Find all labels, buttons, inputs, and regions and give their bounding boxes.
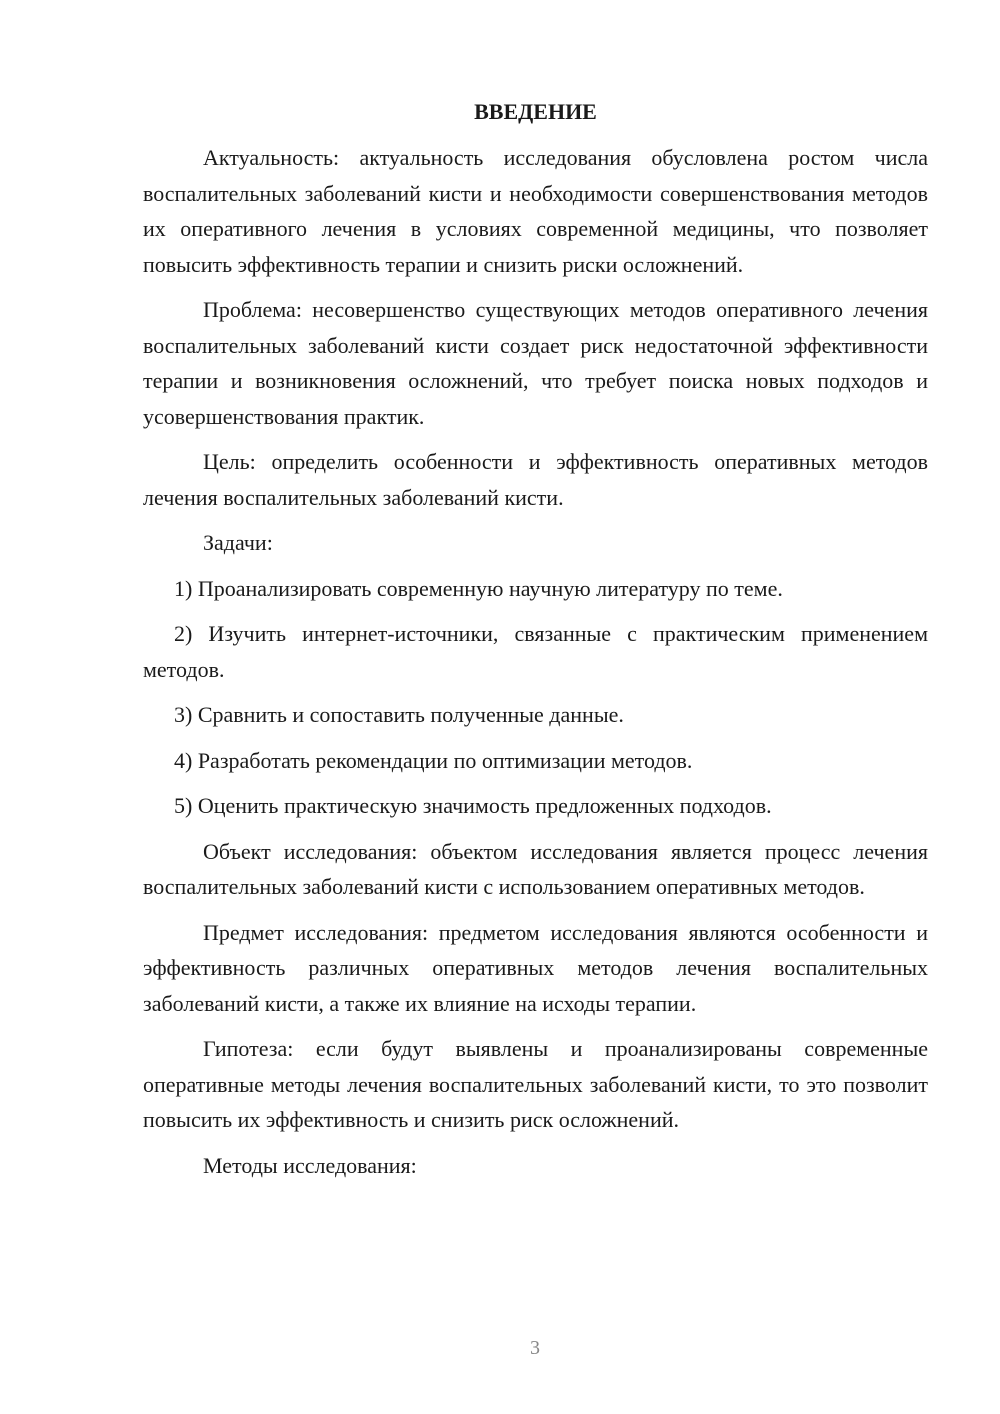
task-item-3: 3) Сравнить и сопоставить полученные данные.	[174, 702, 624, 727]
task-item-5: 5) Оценить практическую значимость предложенных подходов.	[174, 793, 772, 818]
object-paragraph: Объект исследования: объектом исследования является процесс лечения воспалительных заболеваний кисти с использованием оперативных методов.	[143, 838, 928, 899]
goal-paragraph: Цель: определить особенности и эффективность оперативных методов лечения воспалительных заболеваний кисти.	[143, 449, 928, 510]
task-item-2: 2) Изучить интернет-источники, связанные с практическим применением методов.	[143, 621, 928, 682]
task-item-1: 1) Проанализировать современную научную литературу по теме.	[174, 575, 783, 601]
document-body	[143, 94, 928, 1193]
problem-paragraph: Проблема: несовершенство существующих методов оперативного лечения воспалительных заболеваний кисти создает риск недостаточной эффективности терапии и возникновения осложнений, что требует поиска новых подходов и усовершенствования практик.	[143, 297, 928, 429]
section-heading: ВВЕДЕНИЕ	[474, 99, 597, 124]
relevance-paragraph: Актуальность: актуальность исследования обусловлена ростом числа воспалительных заболеваний кисти и необходимости совершенствования методов их оперативного лечения в условиях современной медицины, что позволяет повысить эффективность терапии и снизить риски осложнений.	[143, 145, 928, 277]
task-item-4: 4) Разработать рекомендации по оптимизации методов.	[174, 747, 693, 773]
hypothesis-paragraph: Гипотеза: если будут выявлены и проанализированы современные оперативные методы лечения воспалительных заболеваний кисти, то это позволит повысить их эффективность и снизить риск осложнений.	[143, 1036, 928, 1132]
page-number: 3	[530, 1337, 540, 1359]
tasks-label: Задачи:	[203, 530, 273, 555]
methods-label: Методы исследования:	[203, 1152, 417, 1178]
subject-paragraph: Предмет исследования: предметом исследования являются особенности и эффективность различных оперативных методов лечения воспалительных заболеваний кисти, а также их влияние на исходы терапии.	[143, 919, 928, 1016]
